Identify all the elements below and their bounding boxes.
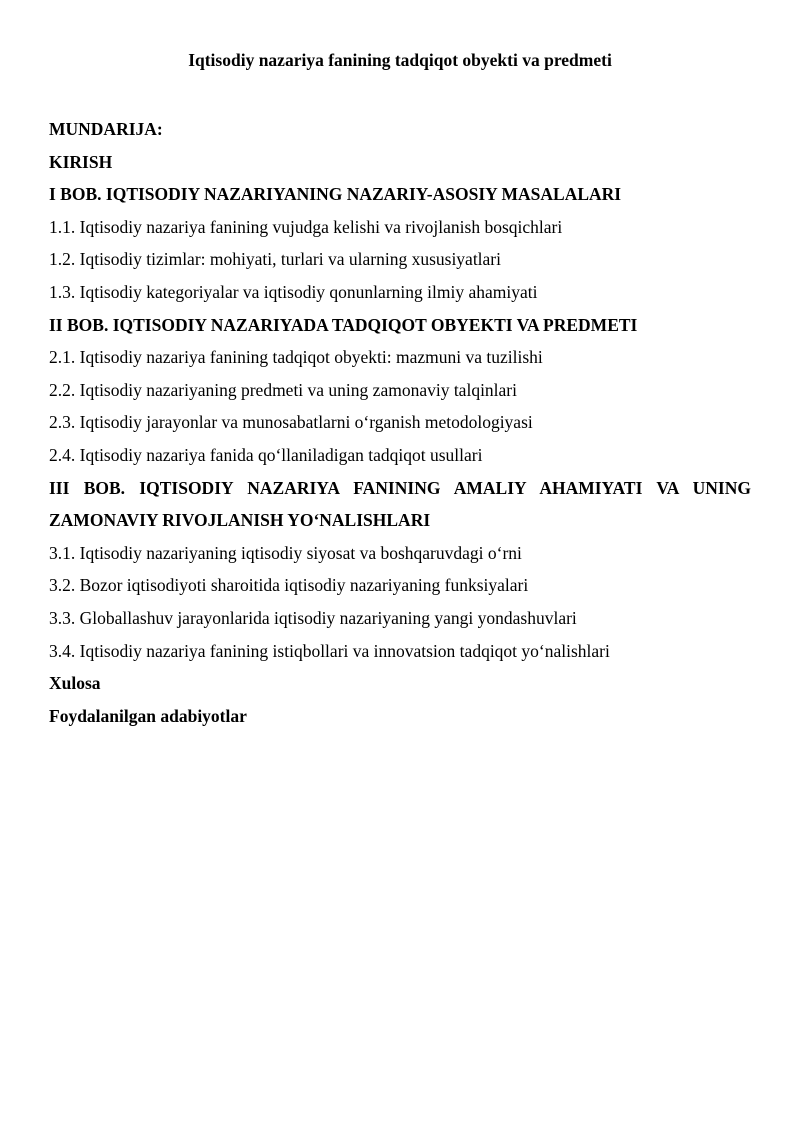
toc-section-2-3: 2.3. Iqtisodiy jarayonlar va munosabatlarni o‘rganish metodologiyasi	[49, 412, 533, 433]
toc-section-2-2: 2.2. Iqtisodiy nazariyaning predmeti va uning zamonaviy talqinlari	[49, 379, 517, 400]
document-title: Iqtisodiy nazariya fanining tadqiqot obyekti va predmeti	[188, 50, 612, 70]
toc-section-2-4: 2.4. Iqtisodiy nazariya fanida qo‘llaniladigan tadqiqot usullari	[49, 444, 483, 465]
toc-references: Foydalanilgan adabiyotlar	[49, 705, 247, 726]
toc-section-1-3: 1.3. Iqtisodiy kategoriyalar va iqtisodiy qonunlarning ilmiy ahamiyati	[49, 281, 538, 302]
contents-heading: MUNDARIJA:	[49, 119, 163, 139]
toc-section-3-4: 3.4. Iqtisodiy nazariya fanining istiqbollari va innovatsion tadqiqot yo‘nalishlari	[49, 640, 610, 661]
toc-section-1-1: 1.1. Iqtisodiy nazariya fanining vujudga kelishi va rivojlanish bosqichlari	[49, 216, 563, 237]
toc-chapter-1-title: I BOB. IQTISODIY NAZARIYANING NAZARIY-ASOSIY MASALALARI	[49, 184, 622, 205]
toc-chapter-2-title: II BOB. IQTISODIY NAZARIYADA TADQIQOT OBYEKTI VA PREDMETI	[49, 314, 638, 335]
toc-section-1-2: 1.2. Iqtisodiy tizimlar: mohiyati, turlari va ularning xususiyatlari	[49, 249, 502, 270]
toc-section-3-2: 3.2. Bozor iqtisodiyoti sharoitida iqtisodiy nazariyaning funksiyalari	[49, 575, 529, 596]
toc-section-2-1: 2.1. Iqtisodiy nazariya fanining tadqiqot obyekti: mazmuni va tuzilishi	[49, 347, 543, 368]
toc-conclusion: Xulosa	[49, 673, 101, 694]
toc-chapter-3-title-line-1: III BOB. IQTISODIY NAZARIYA FANINING AMALIY AHAMIYATI VA UNING	[49, 477, 751, 498]
toc-chapter-3-title-line-2: ZAMONAVIY RIVOJLANISH YO‘NALISHLARI	[49, 510, 431, 531]
toc-section-3-1: 3.1. Iqtisodiy nazariyaning iqtisodiy siyosat va boshqaruvdagi o‘rni	[49, 542, 522, 563]
toc-section-3-3: 3.3. Globallashuv jarayonlarida iqtisodiy nazariyaning yangi yondashuvlari	[49, 607, 577, 628]
toc-introduction: KIRISH	[49, 151, 113, 172]
table-of-contents	[49, 113, 751, 732]
